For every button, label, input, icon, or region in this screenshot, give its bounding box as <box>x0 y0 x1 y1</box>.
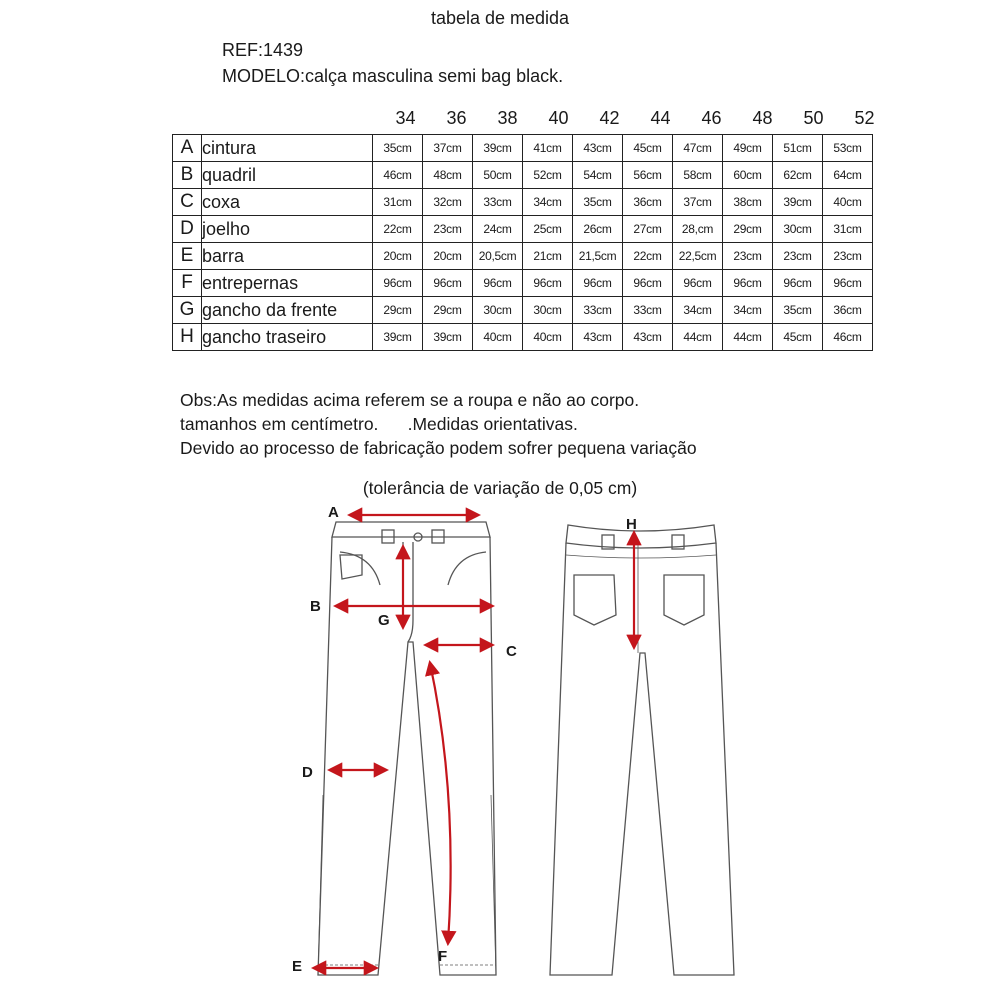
measurement-cell: 58cm <box>673 162 723 189</box>
measurement-cell: 23cm <box>823 243 873 270</box>
measurement-arrows <box>314 515 634 968</box>
measurement-cell: 39cm <box>473 135 523 162</box>
measurement-cell: 56cm <box>623 162 673 189</box>
measurement-table <box>172 134 873 351</box>
measurement-cell: 40cm <box>823 189 873 216</box>
measurement-cell: 30cm <box>773 216 823 243</box>
measurement-cell: 33cm <box>473 189 523 216</box>
measurement-cell: 96cm <box>473 270 523 297</box>
note-line-2: tamanhos em centímetro. .Medidas orientativas. <box>180 414 578 434</box>
table-row <box>173 270 873 297</box>
measurement-cell: 33cm <box>573 297 623 324</box>
measurement-cell: 38cm <box>723 189 773 216</box>
row-letter: C <box>173 189 202 216</box>
marker-f: F <box>438 948 448 965</box>
measurement-cell: 54cm <box>573 162 623 189</box>
table-row <box>173 162 873 189</box>
size-header: 52 <box>854 108 875 128</box>
row-label: cintura <box>202 135 373 162</box>
front-waistband <box>332 522 490 537</box>
row-letter: B <box>173 162 202 189</box>
size-header: 44 <box>650 108 671 128</box>
marker-c: C <box>506 643 517 660</box>
measurement-cell: 35cm <box>573 189 623 216</box>
measurement-cell: 49cm <box>723 135 773 162</box>
row-label: quadril <box>202 162 373 189</box>
model-name: MODELO:calça masculina semi bag black. <box>222 66 564 86</box>
measurement-cell: 44cm <box>673 324 723 351</box>
measurement-cell: 96cm <box>573 270 623 297</box>
note-line-1: Obs:As medidas acima referem se a roupa e não ao corpo. <box>180 390 640 410</box>
size-header: 42 <box>599 108 620 128</box>
front-outline <box>318 537 496 975</box>
measurement-cell: 31cm <box>373 189 423 216</box>
measurement-cell: 96cm <box>373 270 423 297</box>
measurement-cell: 22,5cm <box>673 243 723 270</box>
measurement-cell: 36cm <box>623 189 673 216</box>
tolerance-note: (tolerância de variação de 0,05 cm) <box>362 478 638 498</box>
measurement-cell: 96cm <box>623 270 673 297</box>
measurement-cell: 20,5cm <box>473 243 523 270</box>
back-pocket-left <box>574 575 616 625</box>
table-row <box>173 324 873 351</box>
measurement-cell: 30cm <box>473 297 523 324</box>
measurement-cell: 31cm <box>823 216 873 243</box>
row-letter: F <box>173 270 202 297</box>
measurement-cell: 32cm <box>423 189 473 216</box>
back-view <box>550 525 734 975</box>
measurement-cell: 43cm <box>573 135 623 162</box>
reference-code: REF:1439 <box>222 40 304 60</box>
measurement-cell: 36cm <box>823 297 873 324</box>
coin-pocket <box>340 555 362 579</box>
back-waistband <box>566 525 716 548</box>
table-row <box>173 135 873 162</box>
row-label: gancho da frente <box>202 297 373 324</box>
pants-diagram <box>0 495 1000 990</box>
marker-g: G <box>378 612 390 629</box>
row-letter: H <box>173 324 202 351</box>
measurement-cell: 34cm <box>673 297 723 324</box>
row-label: joelho <box>202 216 373 243</box>
measurement-cell: 47cm <box>673 135 723 162</box>
measurement-cell: 96cm <box>523 270 573 297</box>
measurement-cell: 45cm <box>623 135 673 162</box>
measurement-cell: 46cm <box>823 324 873 351</box>
measurement-cell: 34cm <box>723 297 773 324</box>
marker-a: A <box>328 504 339 521</box>
size-header: 34 <box>395 108 416 128</box>
measurement-cell: 29cm <box>423 297 473 324</box>
measurement-cell: 43cm <box>623 324 673 351</box>
measurement-cell: 96cm <box>723 270 773 297</box>
pocket-opening-left <box>340 552 380 585</box>
measurement-cell: 60cm <box>723 162 773 189</box>
measurement-cell: 22cm <box>623 243 673 270</box>
row-label: barra <box>202 243 373 270</box>
table-row <box>173 216 873 243</box>
measurement-cell: 39cm <box>773 189 823 216</box>
size-header: 36 <box>446 108 467 128</box>
measurement-cell: 64cm <box>823 162 873 189</box>
size-header: 40 <box>548 108 569 128</box>
measurement-cell: 23cm <box>723 243 773 270</box>
row-label: gancho traseiro <box>202 324 373 351</box>
measurement-cell: 96cm <box>823 270 873 297</box>
measurement-cell: 29cm <box>373 297 423 324</box>
measurement-cell: 50cm <box>473 162 523 189</box>
measurement-cell: 21cm <box>523 243 573 270</box>
arrow-f <box>430 663 451 943</box>
measurement-cell: 46cm <box>373 162 423 189</box>
fly-stitch <box>408 542 413 642</box>
measurement-cell: 26cm <box>573 216 623 243</box>
back-pocket-right <box>664 575 704 625</box>
measurement-cell: 45cm <box>773 324 823 351</box>
back-outline <box>550 543 734 975</box>
row-letter: A <box>173 135 202 162</box>
row-letter: G <box>173 297 202 324</box>
marker-h: H <box>626 516 637 533</box>
measurement-cell: 40cm <box>473 324 523 351</box>
marker-e: E <box>292 958 303 975</box>
measurement-cell: 96cm <box>673 270 723 297</box>
table-row <box>173 297 873 324</box>
measurement-cell: 39cm <box>423 324 473 351</box>
measurement-cell: 24cm <box>473 216 523 243</box>
measurement-cell: 23cm <box>773 243 823 270</box>
measurement-cell: 37cm <box>423 135 473 162</box>
table-row <box>173 189 873 216</box>
size-header: 38 <box>497 108 518 128</box>
measurement-cell: 22cm <box>373 216 423 243</box>
measurement-cell: 23cm <box>423 216 473 243</box>
marker-b: B <box>310 598 321 615</box>
front-view <box>318 522 496 975</box>
measurement-cell: 52cm <box>523 162 573 189</box>
measurement-cell: 20cm <box>373 243 423 270</box>
measurement-cell: 21,5cm <box>573 243 623 270</box>
measurement-cell: 96cm <box>423 270 473 297</box>
size-header: 46 <box>701 108 722 128</box>
size-header: 50 <box>803 108 824 128</box>
measurement-cell: 20cm <box>423 243 473 270</box>
measurement-cell: 34cm <box>523 189 573 216</box>
measurement-cell: 33cm <box>623 297 673 324</box>
measurement-cell: 51cm <box>773 135 823 162</box>
measurement-cell: 41cm <box>523 135 573 162</box>
measurement-cell: 28,cm <box>673 216 723 243</box>
measurement-cell: 35cm <box>773 297 823 324</box>
measurement-cell: 40cm <box>523 324 573 351</box>
row-label: entrepernas <box>202 270 373 297</box>
measurement-cell: 27cm <box>623 216 673 243</box>
marker-d: D <box>302 764 313 781</box>
pocket-opening-right <box>448 552 486 585</box>
measurement-cell: 30cm <box>523 297 573 324</box>
row-letter: E <box>173 243 202 270</box>
measurement-cell: 35cm <box>373 135 423 162</box>
measurement-cell: 96cm <box>773 270 823 297</box>
measurement-cell: 44cm <box>723 324 773 351</box>
measurement-cell: 48cm <box>423 162 473 189</box>
measurement-cell: 29cm <box>723 216 773 243</box>
measurement-cell: 25cm <box>523 216 573 243</box>
note-line-3: Devido ao processo de fabricação podem sofrer pequena variação <box>180 438 697 458</box>
row-letter: D <box>173 216 202 243</box>
back-yoke <box>566 555 716 558</box>
measurement-cell: 53cm <box>823 135 873 162</box>
page-title: tabela de medida <box>430 8 570 28</box>
measurement-cell: 37cm <box>673 189 723 216</box>
table-row <box>173 243 873 270</box>
measurement-cell: 62cm <box>773 162 823 189</box>
size-header: 48 <box>752 108 773 128</box>
measurement-cell: 39cm <box>373 324 423 351</box>
measurement-cell: 43cm <box>573 324 623 351</box>
row-label: coxa <box>202 189 373 216</box>
